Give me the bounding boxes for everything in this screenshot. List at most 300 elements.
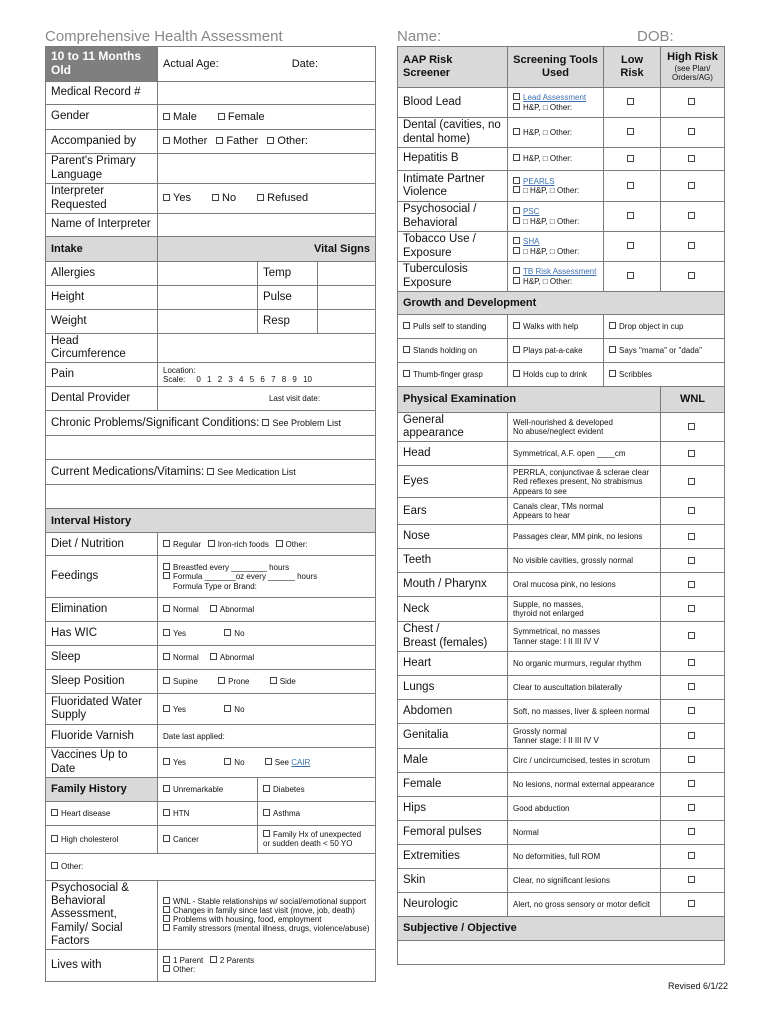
psy-item: Problems with housing, food, employment bbox=[173, 914, 322, 924]
screening-tools-cell bbox=[508, 262, 604, 292]
psychosocial-label: Psychosocial & Behavioral Assessment, Family/ Social Factors bbox=[46, 880, 158, 949]
wnl-checkbox[interactable] bbox=[688, 581, 695, 588]
psy-changes-checkbox[interactable] bbox=[163, 906, 170, 913]
lives-with-label: Lives with bbox=[46, 949, 158, 981]
wnl-checkbox[interactable] bbox=[688, 707, 695, 714]
name-of-interpreter-label: Name of Interpreter bbox=[46, 214, 158, 237]
tool-link-checkbox[interactable] bbox=[513, 177, 520, 184]
fluoridated-yes-label: Yes bbox=[173, 704, 187, 714]
side-checkbox[interactable] bbox=[270, 677, 277, 684]
exam-row bbox=[398, 772, 725, 796]
formula-checkbox[interactable] bbox=[163, 572, 170, 579]
allergies-field[interactable] bbox=[158, 262, 258, 286]
exam-row bbox=[398, 549, 725, 573]
high-cholesterol-label: High cholesterol bbox=[61, 834, 119, 844]
wnl-cell bbox=[661, 651, 725, 675]
see-problem-list-checkbox[interactable] bbox=[262, 419, 269, 426]
vaccines-no-checkbox[interactable] bbox=[224, 758, 231, 765]
tool-link-checkbox[interactable] bbox=[513, 237, 520, 244]
exam-description: Supple, no masses, thyroid not enlarged bbox=[508, 597, 661, 622]
asthma-option bbox=[258, 801, 376, 825]
wnl-checkbox[interactable] bbox=[688, 900, 695, 907]
fluoride-varnish-label: Fluoride Varnish bbox=[46, 725, 158, 748]
tools-text: H&P, □ Other: bbox=[523, 276, 573, 286]
intake-heading: Intake bbox=[46, 237, 158, 262]
risk-row bbox=[398, 171, 725, 202]
iron-rich-label: Iron-rich foods bbox=[217, 539, 269, 549]
family-other-checkbox[interactable] bbox=[51, 862, 58, 869]
gender-options bbox=[158, 105, 376, 130]
temp-field[interactable] bbox=[318, 262, 376, 286]
hp-checkbox[interactable] bbox=[513, 186, 520, 193]
resp-label: Resp bbox=[258, 310, 318, 334]
milestone-checkbox[interactable] bbox=[403, 346, 410, 353]
fluoridated-yes-checkbox[interactable] bbox=[163, 705, 170, 712]
wnl-checkbox[interactable] bbox=[688, 828, 695, 835]
right-form-table bbox=[397, 46, 725, 965]
wnl-cell bbox=[661, 675, 725, 699]
wnl-cell bbox=[661, 622, 725, 651]
heart-disease-checkbox[interactable] bbox=[51, 809, 58, 816]
exam-label: Female bbox=[398, 772, 508, 796]
exam-label: Lungs bbox=[398, 675, 508, 699]
sleep-normal-label: Normal bbox=[173, 653, 199, 663]
milestone-cell bbox=[508, 315, 604, 339]
screening-tools-cell bbox=[508, 88, 604, 118]
two-parents-checkbox[interactable] bbox=[210, 956, 217, 963]
sleep-abnormal-checkbox[interactable] bbox=[210, 653, 217, 660]
vaccines-yes-checkbox[interactable] bbox=[163, 758, 170, 765]
pain-label: Pain bbox=[46, 363, 158, 387]
accompanied-options bbox=[158, 130, 376, 154]
exam-description: Circ / uncircumcised, testes in scrotum bbox=[508, 748, 661, 772]
growth-row bbox=[398, 315, 725, 339]
regular-label: Regular bbox=[173, 539, 202, 549]
high-cholesterol-checkbox[interactable] bbox=[51, 835, 58, 842]
exam-row bbox=[398, 892, 725, 916]
wnl-checkbox[interactable] bbox=[688, 780, 695, 787]
sleep-normal-checkbox[interactable] bbox=[163, 653, 170, 660]
tool-link-checkbox[interactable] bbox=[513, 267, 520, 274]
vital-signs-heading: Vital Signs bbox=[158, 237, 376, 262]
exam-description: Well-nourished & developed No abuse/neglect evident bbox=[508, 413, 661, 442]
wic-no-checkbox[interactable] bbox=[224, 629, 231, 636]
interpreter-refused-checkbox[interactable] bbox=[257, 194, 264, 201]
gender-label: Gender bbox=[46, 105, 158, 130]
no-label: No bbox=[222, 192, 237, 205]
diabetes-label: Diabetes bbox=[273, 784, 305, 794]
exam-row bbox=[398, 597, 725, 622]
wnl-checkbox[interactable] bbox=[688, 507, 695, 514]
chronic-problems-field[interactable] bbox=[46, 436, 376, 460]
parents-language-field[interactable] bbox=[158, 154, 376, 184]
breastfed-checkbox[interactable] bbox=[163, 563, 170, 570]
wnl-checkbox[interactable] bbox=[688, 478, 695, 485]
risk-row bbox=[398, 202, 725, 232]
tools-text: H&P, □ Other: bbox=[523, 127, 573, 137]
exam-label: Abdomen bbox=[398, 699, 508, 723]
fluoridated-water-label: Fluoridated Water Supply bbox=[46, 694, 158, 725]
low-risk-cell bbox=[604, 262, 661, 292]
prone-checkbox[interactable] bbox=[218, 677, 225, 684]
vaccines-yes-label: Yes bbox=[173, 758, 187, 768]
high-risk-cell bbox=[661, 232, 725, 262]
mother-checkbox[interactable] bbox=[163, 137, 170, 144]
milestone-checkbox[interactable] bbox=[403, 370, 410, 377]
growth-development-heading: Growth and Development bbox=[398, 292, 725, 315]
psy-problems-checkbox[interactable] bbox=[163, 915, 170, 922]
low-risk-checkbox[interactable] bbox=[627, 182, 634, 189]
hp-checkbox[interactable] bbox=[513, 217, 520, 224]
exam-label: Nose bbox=[398, 525, 508, 549]
wnl-checkbox[interactable] bbox=[688, 423, 695, 430]
exam-label: Extremities bbox=[398, 844, 508, 868]
risk-row bbox=[398, 232, 725, 262]
milestone-cell bbox=[398, 363, 508, 387]
hp-checkbox[interactable] bbox=[513, 128, 520, 135]
risk-row bbox=[398, 148, 725, 171]
milestone-label: Scribbles bbox=[619, 369, 652, 379]
milestone-label: Plays pat-a-cake bbox=[523, 345, 583, 355]
psy-wnl-checkbox[interactable] bbox=[163, 897, 170, 904]
wnl-checkbox[interactable] bbox=[688, 852, 695, 859]
male-checkbox[interactable] bbox=[163, 113, 170, 120]
low-risk-cell bbox=[604, 171, 661, 202]
wnl-cell bbox=[661, 525, 725, 549]
cair-link[interactable]: CAIR bbox=[291, 758, 311, 768]
wic-yes-checkbox[interactable] bbox=[163, 629, 170, 636]
father-checkbox[interactable] bbox=[216, 137, 223, 144]
interpreter-yes-checkbox[interactable] bbox=[163, 194, 170, 201]
mother-label: Mother bbox=[173, 135, 208, 148]
asthma-checkbox[interactable] bbox=[263, 809, 270, 816]
exam-description: Grossly normal Tanner stage: I II III IV V bbox=[508, 723, 661, 748]
wic-no-label: No bbox=[234, 629, 245, 639]
high-risk-cell bbox=[661, 148, 725, 171]
high-risk-checkbox[interactable] bbox=[688, 182, 695, 189]
cancer-option bbox=[158, 825, 258, 853]
high-risk-checkbox[interactable] bbox=[688, 272, 695, 279]
risk-label: Dental (cavities, no dental home) bbox=[398, 118, 508, 148]
milestone-label: Says "mama" or "dada" bbox=[619, 345, 702, 355]
parents-language-label: Parent's Primary Language bbox=[46, 154, 158, 184]
resp-field[interactable] bbox=[318, 310, 376, 334]
sleep-position-label: Sleep Position bbox=[46, 670, 158, 694]
chronic-problems-label: Chronic Problems/Significant Conditions: bbox=[51, 416, 260, 429]
cancer-label: Cancer bbox=[173, 834, 199, 844]
last-visit-date-label: Last visit date: bbox=[268, 394, 321, 404]
elimination-options bbox=[158, 598, 376, 622]
milestone-checkbox[interactable] bbox=[513, 346, 520, 353]
wnl-cell bbox=[661, 868, 725, 892]
screening-tool-link[interactable]: PEARLS bbox=[523, 176, 555, 186]
risk-label: Psychosocial / Behavioral bbox=[398, 202, 508, 232]
exam-label: Femoral pulses bbox=[398, 820, 508, 844]
wnl-checkbox[interactable] bbox=[688, 533, 695, 540]
vaccines-label: Vaccines Up to Date bbox=[46, 748, 158, 777]
see-problem-list-label: See Problem List bbox=[272, 417, 341, 428]
height-field[interactable] bbox=[158, 286, 258, 310]
low-risk-cell bbox=[604, 118, 661, 148]
wnl-checkbox[interactable] bbox=[688, 557, 695, 564]
screening-tool-link[interactable]: Lead Assessment bbox=[523, 93, 587, 103]
exam-label: Hips bbox=[398, 796, 508, 820]
actual-age-date-field[interactable] bbox=[158, 47, 376, 82]
wnl-checkbox[interactable] bbox=[688, 756, 695, 763]
exam-row bbox=[398, 868, 725, 892]
wnl-checkbox[interactable] bbox=[688, 632, 695, 639]
risk-label: Intimate Partner Violence bbox=[398, 171, 508, 202]
family-history-heading: Family History bbox=[46, 777, 158, 801]
screening-tool-link[interactable]: SHA bbox=[523, 237, 540, 247]
high-risk-checkbox[interactable] bbox=[688, 98, 695, 105]
hp-checkbox[interactable] bbox=[513, 154, 520, 161]
milestone-label: Thumb-finger grasp bbox=[413, 369, 483, 379]
actual-age-label: Actual Age: bbox=[163, 57, 219, 70]
diet-other-label: Other: bbox=[285, 539, 308, 549]
milestone-cell bbox=[604, 363, 725, 387]
exam-row bbox=[398, 498, 725, 525]
high-risk-checkbox[interactable] bbox=[688, 242, 695, 249]
elimination-normal-checkbox[interactable] bbox=[163, 605, 170, 612]
subjective-objective-field[interactable] bbox=[398, 940, 725, 964]
wnl-cell bbox=[661, 699, 725, 723]
exam-description: Good abduction bbox=[508, 796, 661, 820]
psy-item: WNL - Stable relationships w/ social/emotional support bbox=[173, 896, 367, 906]
subjective-objective-heading: Subjective / Objective bbox=[398, 916, 725, 940]
wnl-cell bbox=[661, 820, 725, 844]
female-checkbox[interactable] bbox=[218, 113, 225, 120]
exam-description: Clear to auscultation bilaterally bbox=[508, 675, 661, 699]
other-label: Other: bbox=[277, 135, 308, 148]
diabetes-option bbox=[258, 777, 376, 801]
exam-label: Teeth bbox=[398, 549, 508, 573]
milestone-checkbox[interactable] bbox=[513, 370, 520, 377]
elimination-abnormal-label: Abnormal bbox=[219, 605, 255, 615]
supine-checkbox[interactable] bbox=[163, 677, 170, 684]
milestone-label: Pulls self to standing bbox=[413, 321, 487, 331]
exam-row bbox=[398, 796, 725, 820]
exam-row bbox=[398, 675, 725, 699]
vaccines-options bbox=[158, 748, 376, 777]
milestone-checkbox[interactable] bbox=[609, 346, 616, 353]
exam-description: No lesions, normal external appearance bbox=[508, 772, 661, 796]
high-risk-checkbox[interactable] bbox=[688, 128, 695, 135]
high-risk-subtitle: (see Plan/ Orders/AG) bbox=[672, 64, 713, 83]
male-label: Male bbox=[173, 110, 197, 123]
family-hx-unexpected-label: Family Hx of unexpected or sudden death < 50 YO bbox=[263, 830, 362, 849]
head-circumference-label: Head Circumference bbox=[46, 334, 158, 363]
exam-row bbox=[398, 573, 725, 597]
left-form-table bbox=[45, 46, 376, 982]
milestone-cell bbox=[508, 339, 604, 363]
revised-date: Revised 6/1/22 bbox=[668, 981, 729, 991]
exam-description: Normal bbox=[508, 820, 661, 844]
elimination-normal-label: Normal bbox=[173, 605, 199, 615]
wnl-cell bbox=[661, 844, 725, 868]
medical-record-field[interactable] bbox=[158, 82, 376, 105]
heart-disease-label: Heart disease bbox=[61, 808, 111, 818]
formula-label: Formula _______oz every ______ hours bbox=[173, 572, 318, 582]
htn-option bbox=[158, 801, 258, 825]
pain-field[interactable] bbox=[158, 363, 376, 387]
milestone-cell bbox=[398, 339, 508, 363]
accompanied-by-label: Accompanied by bbox=[46, 130, 158, 154]
risk-label: Tobacco Use / Exposure bbox=[398, 232, 508, 262]
exam-description: No organic murmurs, regular rhythm bbox=[508, 651, 661, 675]
milestone-checkbox[interactable] bbox=[403, 322, 410, 329]
exam-description: Passages clear, MM pink, no lesions bbox=[508, 525, 661, 549]
last-visit-date-field[interactable] bbox=[158, 387, 376, 411]
head-circumference-field[interactable] bbox=[158, 334, 376, 363]
htn-checkbox[interactable] bbox=[163, 809, 170, 816]
low-risk-checkbox[interactable] bbox=[627, 128, 634, 135]
other-checkbox[interactable] bbox=[267, 137, 274, 144]
regular-checkbox[interactable] bbox=[163, 540, 170, 547]
hp-checkbox[interactable] bbox=[513, 277, 520, 284]
hp-checkbox[interactable] bbox=[513, 247, 520, 254]
exam-description: Oral mucosa pink, no lesions bbox=[508, 573, 661, 597]
fluoridated-no-checkbox[interactable] bbox=[224, 705, 231, 712]
medical-record-label: Medical Record # bbox=[46, 82, 158, 105]
dental-provider-label: Dental Provider bbox=[46, 387, 158, 411]
see-medication-list-checkbox[interactable] bbox=[207, 468, 214, 475]
wnl-checkbox[interactable] bbox=[688, 450, 695, 457]
unremarkable-option bbox=[158, 777, 258, 801]
milestone-label: Stands holding on bbox=[413, 345, 478, 355]
cancer-checkbox[interactable] bbox=[163, 835, 170, 842]
diet-other-checkbox[interactable] bbox=[276, 540, 283, 547]
wnl-cell bbox=[661, 892, 725, 916]
wnl-cell bbox=[661, 549, 725, 573]
milestone-checkbox[interactable] bbox=[609, 370, 616, 377]
exam-row bbox=[398, 442, 725, 466]
one-parent-checkbox[interactable] bbox=[163, 956, 170, 963]
wnl-checkbox[interactable] bbox=[688, 605, 695, 612]
exam-description: Symmetrical, A.F. open ____cm bbox=[508, 442, 661, 466]
pain-location-label: Location: bbox=[163, 365, 196, 375]
tool-link-checkbox[interactable] bbox=[513, 207, 520, 214]
psy-stressors-checkbox[interactable] bbox=[163, 924, 170, 931]
elimination-label: Elimination bbox=[46, 598, 158, 622]
pain-scale-numbers: 0 1 2 3 4 5 6 7 8 9 10 bbox=[196, 374, 312, 384]
high-risk-checkbox[interactable] bbox=[688, 155, 695, 162]
family-history-other[interactable] bbox=[46, 853, 376, 880]
diabetes-checkbox[interactable] bbox=[263, 785, 270, 792]
low-risk-checkbox[interactable] bbox=[627, 98, 634, 105]
sleep-position-options bbox=[158, 670, 376, 694]
screening-tool-link[interactable]: PSC bbox=[523, 207, 540, 217]
high-risk-checkbox[interactable] bbox=[688, 212, 695, 219]
see-cair-checkbox[interactable] bbox=[265, 758, 272, 765]
exam-description: PERRLA, conjunctivae & sclerae clear Red reflexes present, No strabismus Appears to see bbox=[508, 466, 661, 498]
wnl-cell bbox=[661, 723, 725, 748]
breastfed-label: Breastfed every ________ hours bbox=[173, 563, 290, 573]
exam-row bbox=[398, 820, 725, 844]
growth-row bbox=[398, 339, 725, 363]
low-risk-checkbox[interactable] bbox=[627, 242, 634, 249]
prone-label: Prone bbox=[228, 677, 250, 687]
iron-rich-checkbox[interactable] bbox=[208, 540, 215, 547]
female-label: Female bbox=[227, 110, 265, 123]
wnl-checkbox[interactable] bbox=[688, 876, 695, 883]
exam-label: Eyes bbox=[398, 466, 508, 498]
wnl-cell bbox=[661, 498, 725, 525]
side-label: Side bbox=[279, 677, 296, 687]
wnl-cell bbox=[661, 442, 725, 466]
exam-row bbox=[398, 748, 725, 772]
family-other-label: Other: bbox=[61, 862, 84, 872]
date-last-applied-label: Date last applied: bbox=[163, 731, 225, 741]
exam-description: Clear, no significant lesions bbox=[508, 868, 661, 892]
low-risk-cell bbox=[604, 202, 661, 232]
hp-checkbox[interactable] bbox=[513, 103, 520, 110]
age-group-heading: 10 to 11 Months Old bbox=[46, 47, 158, 82]
has-wic-label: Has WIC bbox=[46, 622, 158, 646]
exam-label: Neurologic bbox=[398, 892, 508, 916]
fluoride-varnish-field[interactable] bbox=[158, 725, 376, 748]
low-risk-checkbox[interactable] bbox=[627, 155, 634, 162]
exam-label: Ears bbox=[398, 498, 508, 525]
family-hx-unexpected-checkbox[interactable] bbox=[263, 830, 270, 837]
dob-label: DOB: bbox=[637, 28, 674, 45]
high-risk-cell bbox=[661, 88, 725, 118]
exam-label: Mouth / Pharynx bbox=[398, 573, 508, 597]
heart-disease-option bbox=[46, 801, 158, 825]
wnl-cell bbox=[661, 748, 725, 772]
weight-field[interactable] bbox=[158, 310, 258, 334]
exam-label: Skin bbox=[398, 868, 508, 892]
wnl-checkbox[interactable] bbox=[688, 732, 695, 739]
risk-screener-heading: AAP Risk Screener bbox=[398, 47, 508, 88]
fluoridated-no-label: No bbox=[234, 704, 245, 714]
milestone-checkbox[interactable] bbox=[513, 322, 520, 329]
wnl-checkbox[interactable] bbox=[688, 683, 695, 690]
screening-tool-link[interactable]: TB Risk Assessment bbox=[523, 267, 597, 277]
wnl-checkbox[interactable] bbox=[688, 659, 695, 666]
high-risk-cell bbox=[661, 202, 725, 232]
wnl-heading: WNL bbox=[661, 387, 725, 413]
exam-description: Soft, no masses, liver & spleen normal bbox=[508, 699, 661, 723]
vaccines-no-label: No bbox=[234, 758, 245, 768]
psychosocial-options bbox=[158, 880, 376, 949]
lives-other-checkbox[interactable] bbox=[163, 965, 170, 972]
family-hx-unexpected-option bbox=[258, 825, 376, 853]
low-risk-checkbox[interactable] bbox=[627, 212, 634, 219]
milestone-label: Walks with help bbox=[523, 321, 579, 331]
low-risk-checkbox[interactable] bbox=[627, 272, 634, 279]
wnl-checkbox[interactable] bbox=[688, 804, 695, 811]
exam-label: Heart bbox=[398, 651, 508, 675]
screening-tools-cell bbox=[508, 118, 604, 148]
pulse-field[interactable] bbox=[318, 286, 376, 310]
elimination-abnormal-checkbox[interactable] bbox=[210, 605, 217, 612]
exam-label: Chest / Breast (females) bbox=[398, 622, 508, 651]
unremarkable-checkbox[interactable] bbox=[163, 785, 170, 792]
screening-tools-heading: Screening Tools Used bbox=[508, 47, 604, 88]
sleep-abnormal-label: Abnormal bbox=[219, 653, 255, 663]
tools-text: □ H&P, □ Other: bbox=[523, 216, 580, 226]
tool-link-checkbox[interactable] bbox=[513, 93, 520, 100]
wnl-cell bbox=[661, 772, 725, 796]
name-of-interpreter-field[interactable] bbox=[158, 214, 376, 237]
risk-rows bbox=[398, 88, 725, 292]
milestone-checkbox[interactable] bbox=[609, 322, 616, 329]
current-medications-field[interactable] bbox=[46, 485, 376, 509]
interpreter-no-checkbox[interactable] bbox=[212, 194, 219, 201]
lives-with-options bbox=[158, 949, 376, 981]
exam-row bbox=[398, 699, 725, 723]
